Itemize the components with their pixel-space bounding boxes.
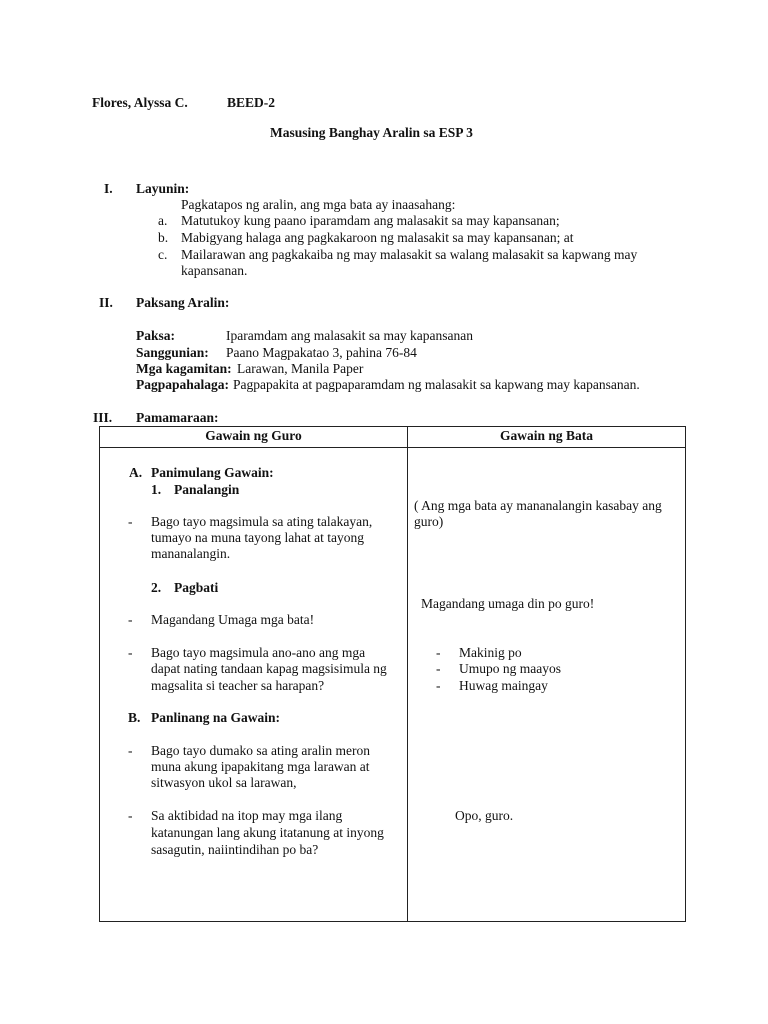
objective-text: Mailarawan ang pagkakaiba ng may malasakit sa walang malasakit sa kapwang may [181, 247, 638, 262]
paksa-value: Iparamdam ang malasakit sa may kapansanan [226, 328, 474, 343]
column-header-bata: Gawain ng Bata [499, 428, 594, 443]
step-1-number: 1. [151, 482, 162, 497]
bullet-dash: - [128, 743, 133, 758]
objective-text: Mabigyang halaga ang pagkakaroon ng malasakit sa may kapansanan; at [181, 230, 574, 245]
section-1-intro: Pagkatapos ng aralin, ang mga bata ay inaasahang: [181, 197, 456, 212]
bullet-dash: - [128, 645, 133, 660]
bata-line: ( Ang mga bata ay mananalangin kasabay ang [414, 498, 662, 513]
column-header-guro: Gawain ng Guro [205, 428, 302, 443]
course-label: BEED-2 [227, 95, 276, 110]
bata-line: Umupo ng maayos [459, 661, 561, 676]
header-divider [100, 447, 685, 448]
bullet-dash: - [436, 645, 441, 660]
guro-line: muna akung ipapakitang mga larawan at [151, 759, 370, 774]
objective-text: Matutukoy kung paano iparamdam ang malasakit sa may kapansanan; [181, 213, 560, 228]
bullet-dash: - [128, 808, 133, 823]
guro-line: sasagutin, naiintindihan po ba? [151, 842, 319, 857]
bullet-dash: - [128, 612, 133, 627]
section-3-heading: Pamamaraan: [136, 410, 219, 425]
pagpapahalaga-value: Pagpapakita at pagpaparamdam ng malasakit sa kapwang may kapansanan. [233, 377, 640, 392]
section-1-heading: Layunin: [136, 181, 190, 196]
guro-line: Magandang Umaga mga bata! [151, 612, 315, 627]
step-2-number: 2. [151, 580, 162, 595]
section-2-numeral: II. [99, 295, 113, 310]
student-name: Flores, Alyssa C. [92, 95, 188, 110]
part-a-title: Panimulang Gawain: [151, 465, 274, 480]
bata-line: Opo, guro. [455, 808, 514, 823]
sanggunian-label: Sanggunian: [136, 345, 209, 360]
guro-line: Bago tayo magsimula ano-ano ang mga [151, 645, 366, 660]
section-1-numeral: I. [104, 181, 113, 196]
part-b-letter: B. [128, 710, 141, 725]
part-a-letter: A. [129, 465, 143, 480]
guro-line: Sa aktibidad na itop may mga ilang [151, 808, 343, 823]
bata-line: Huwag maingay [459, 678, 548, 693]
column-divider [407, 427, 408, 921]
step-2-title: Pagbati [174, 580, 219, 595]
objective-letter: b. [158, 230, 169, 245]
paksa-label: Paksa: [136, 328, 176, 343]
guro-line: Bago tayo dumako sa ating aralin meron [151, 743, 370, 758]
section-2-heading: Paksang Aralin: [136, 295, 230, 310]
objective-text-continued: kapansanan. [181, 263, 248, 278]
guro-line: dapat nating tandaan kapag magsisimula ng [151, 661, 387, 676]
kagamitan-label: Mga kagamitan: [136, 361, 232, 376]
guro-line: katanungan lang akung itatanung at inyong [151, 825, 384, 840]
objective-letter: a. [158, 213, 168, 228]
guro-line: tumayo na muna tayong lahat at tayong [151, 530, 364, 545]
bullet-dash: - [436, 661, 441, 676]
bata-line: Makinig po [459, 645, 522, 660]
sanggunian-value: Paano Magpakatao 3, pahina 76-84 [226, 345, 417, 360]
bata-line: guro) [414, 514, 444, 529]
bullet-dash: - [128, 514, 133, 529]
bata-line: Magandang umaga din po guro! [421, 596, 595, 611]
bullet-dash: - [436, 678, 441, 693]
kagamitan-value: Larawan, Manila Paper [237, 361, 364, 376]
pagpapahalaga-label: Pagpapahalaga: [136, 377, 230, 392]
guro-line: sitwasyon ukol sa larawan, [151, 775, 297, 790]
guro-line: magsalita si teacher sa harapan? [151, 678, 325, 693]
guro-line: mananalangin. [151, 546, 231, 561]
step-1-title: Panalangin [174, 482, 240, 497]
section-3-numeral: III. [93, 410, 113, 425]
document-title: Masusing Banghay Aralin sa ESP 3 [270, 125, 473, 140]
guro-line: Bago tayo magsimula sa ating talakayan, [151, 514, 373, 529]
part-b-title: Panlinang na Gawain: [151, 710, 281, 725]
objective-letter: c. [158, 247, 168, 262]
